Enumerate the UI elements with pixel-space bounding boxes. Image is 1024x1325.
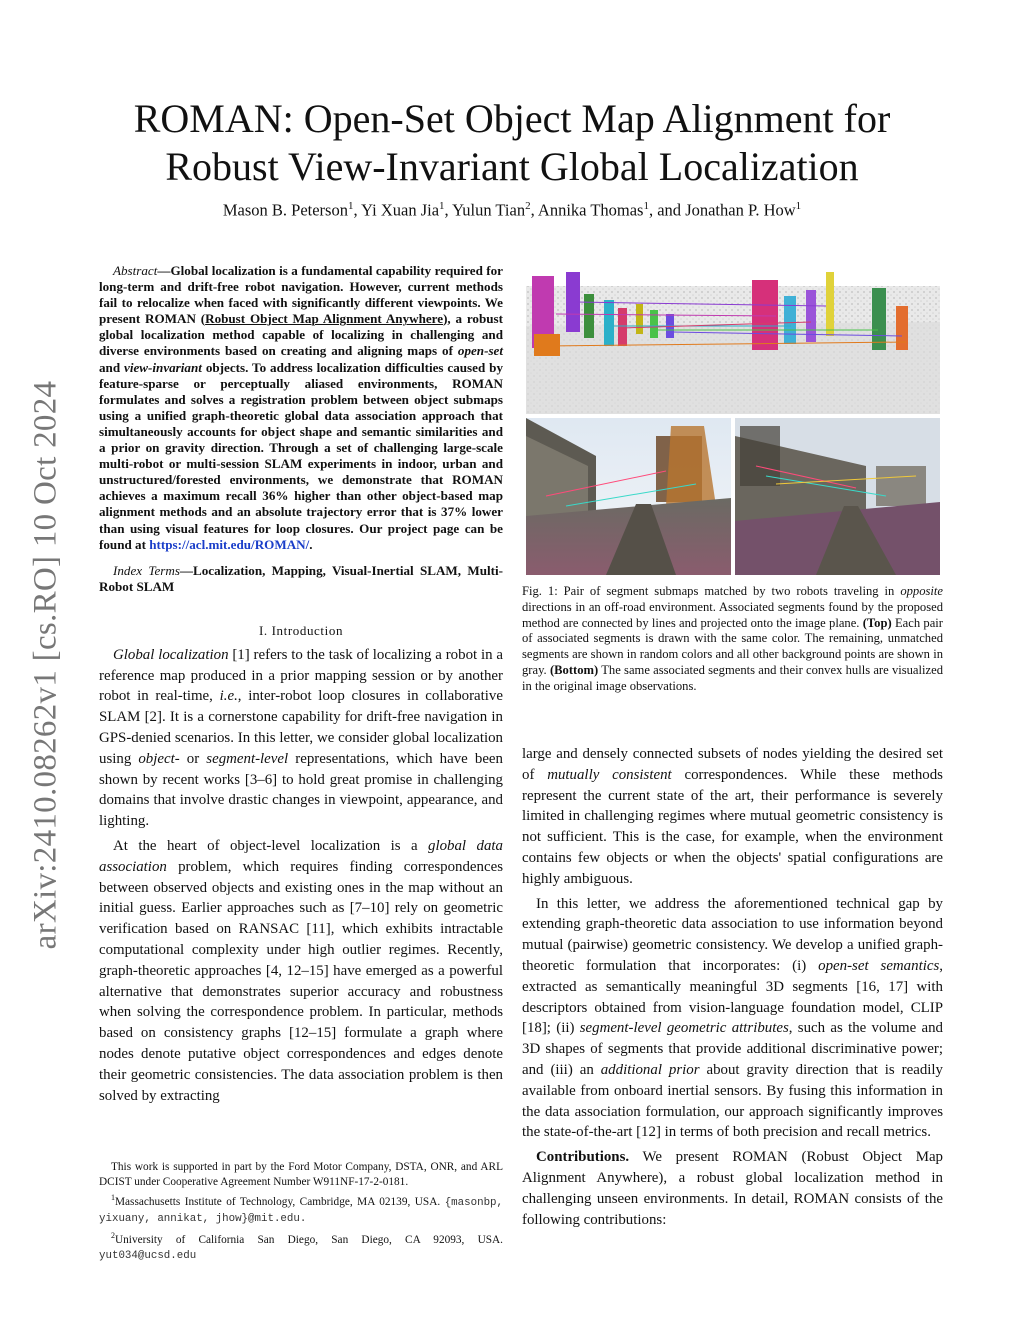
body-em: mutually consistent [547, 766, 672, 783]
segment [650, 310, 658, 338]
contributions-paragraph [522, 1147, 943, 1230]
footnote-email: yut034@ucsd.edu [99, 1249, 197, 1262]
figure-1-graphic [526, 266, 940, 575]
author-list: Mason B. Peterson$^1$, Yi Xuan Jia$^1$, Yulun Tian$^2$, Annika Thomas$^1$, and Jonathan P. How$^1$ [222, 200, 802, 220]
body-text: , such as the volume and 3D shapes of segments that provide additional discriminative power; and (iii) an [522, 1020, 943, 1078]
body-text: correspondences. While these methods represent the current state of the art, their performance is severely limited in challenging regimes where mutual geometric consistency is not sufficient. This is the case, for example, when the environment contains few objects or when the objects' spatial configurations are highly ambiguous. [522, 766, 943, 887]
body-em: Global localization [113, 646, 229, 663]
abstract-text: . [309, 536, 313, 552]
body-em: i.e. [219, 688, 238, 705]
footnotes [99, 1160, 503, 1264]
caption-text: directions in an off-road environment. Associated segments found by the proposed method are connected by lines and projected onto the image plane. [522, 599, 943, 630]
body-text: In this letter, we address the aforementioned technical gap by extending graph-theoretic data association to use information beyond mutual (pairwise) geometric consistency. We develop a unified graph-theoretic formulation that incorporates: (i) [522, 895, 943, 974]
left-column [99, 263, 503, 1106]
body-text: about gravity direction that is readily available from onboard inertial sensors. By fusing this information in the data association formulation, our approach significantly improves the state-of-the-art [12] in terms of both precision and recall metrics. [522, 1061, 944, 1141]
abstract [99, 263, 503, 553]
body-em: segment-level [206, 750, 289, 767]
author-name: Yi Xuan Jia [361, 200, 440, 220]
body-text: , extracted as semantically meaningful 3D segments [16, 17] with descriptors obtained from vision-language foundation model, CLIP [18]; (ii) [522, 957, 943, 1037]
footnote-email: {masonbp, yixuany, annikat, jhow}@mit.edu. [99, 1197, 504, 1226]
right-column [522, 744, 943, 1230]
caption-text: Pair of segment submaps matched by two robots traveling in [563, 584, 901, 598]
project-link[interactable]: https://acl.mit.edu/ROMAN/ [149, 536, 310, 552]
section-heading: I. Introduction [258, 622, 344, 638]
body-text: large and densely connected subsets of nodes yielding the desired set of [522, 746, 943, 783]
author-name: Annika Thomas [537, 200, 644, 220]
author-name: Jonathan P. How [685, 200, 796, 220]
title-line-2: Robust View-Invariant Global Localization [165, 144, 859, 189]
segment [784, 296, 796, 344]
body-acronym: Robust Object Map Alignment Anywhere [522, 1149, 943, 1186]
image-observation-right [735, 418, 940, 575]
footnote-text: Massachusetts Institute of Technology, Cambridge, MA 02139, USA. [115, 1196, 441, 1209]
body-em: open-set semantics [818, 957, 940, 974]
arxiv-watermark [16, 355, 76, 975]
segment [636, 304, 643, 334]
body-text: At the heart of object-level localization is a [113, 838, 429, 855]
author-affiliation: 1 [643, 200, 649, 212]
segment-submap-panel [526, 266, 940, 414]
segment [604, 300, 614, 346]
abstract-label: Abstract [113, 263, 158, 278]
caption-text: The same associated segments and their convex hulls are visualized in the original image observations. [522, 662, 944, 693]
footnote-affiliation-2: $^2$University of California San Diego, San Diego, CA 92093, USA. yut034@ucsd.edu [99, 1230, 503, 1262]
abstract-em: open-set [457, 343, 503, 359]
body-text: [1] refers to the task of localizing a robot in a reference map produced in a prior mapping session or by another robot in real-time, [99, 646, 504, 705]
paper-title [80, 95, 944, 191]
body-text: representations, which have been shown by recent works [3–6] to hold great promise in challenging domains that involve drastic changes in viewpoint, appearance, and lighting. [99, 750, 503, 830]
arxiv-id: arXiv:2410.08262v1 [cs.RO] 10 Oct 2024 [27, 380, 64, 950]
segment [896, 306, 908, 350]
segment [584, 294, 594, 338]
body-text: ), a robust global localization method in challenging unseen environments. In detail, ROMAN consists of the following contributions: [522, 1169, 943, 1228]
abstract-text: and [99, 359, 125, 375]
intro-paragraph-1 [99, 645, 503, 832]
abstract-text: objects. To address localization difficulties caused by feature-sparse or perceptually aliased environments, ROMAN formulates and solves a registration problem between object submaps using a unified graph-theoretic global data association approach that simultaneously accounts for object shape and semantic similarities and a prior on gravity direction. Through a set of challenging large-scale multi-robot or multi-session SLAM experiments in indoor, urban and unstructured/forested environments, we demonstrate that ROMAN achieves a maximum recall 36% higher than other object-based map alignment methods and an absolute trajectory error that is 37% lower than using visual features for loop closures. Our project page can be found at [99, 359, 503, 552]
author-name: Mason B. Peterson [222, 200, 348, 220]
body-text: or [179, 750, 207, 767]
index-terms-text: —Localization, Mapping, Visual-Inertial SLAM, Multi-Robot SLAM [99, 562, 503, 594]
caption-em: opposite [900, 584, 943, 598]
figure-caption [522, 584, 943, 695]
caption-bold: (Top) [862, 615, 892, 630]
body-em: additional prior [600, 1061, 700, 1078]
footnote-text: University of California San Diego, San Diego, CA 92093, USA. [115, 1233, 503, 1246]
body-text: problem, which requires finding correspondences between observed objects and existing ones in the map without an initial guess. Earlier approaches such as [7–10] rely on geometric verification based on RANSAC [11], which exhibits intractable computational complexity under high outlier regimes. Recently, graph-theoretic approaches [4, 12–15] have emerged as a powerful alternative that demonstrates superior accuracy and robustness when solving the correspondence problem. In particular, methods based on consistency graphs [12–15] formulate a graph where nodes denote putative object correspondences and edges denote their geometric consistencies. The data association problem is then solved by extracting [99, 858, 503, 1104]
segment [752, 280, 778, 350]
abstract-text: —Global localization is a fundamental capability required for long-term and drift-free robot navigation. However, current methods fail to relocalize when faced with significantly different viewpoints. We present ROMAN ( [99, 263, 503, 327]
caption-text: Each pair of associated segments is drawn with the same color. The remaining, unmatched segments are shown in random colors and all other background points are shown in gray. [522, 615, 943, 677]
intro-paragraph-2 [99, 836, 503, 1106]
figure-1 [526, 266, 940, 575]
segment [872, 288, 886, 350]
abstract-text: ), a robust global localization method capable of localizing in challenging and diverse environments based on creating and aligning maps of [99, 311, 503, 359]
footnote-affiliation-1: $^1$Massachusetts Institute of Technology, Cambridge, MA 02139, USA. {masonbp, yixuany, annikat, jhow}@mit.edu. [99, 1193, 504, 1226]
segment [618, 308, 627, 346]
body-em: segment-level geometric attributes [579, 1020, 789, 1037]
author-affiliation: 1 [439, 200, 445, 212]
author-affiliation: 1 [795, 200, 802, 212]
body-em: global data association [99, 838, 503, 875]
author-name: Yulun Tian [452, 200, 526, 220]
segment [534, 334, 560, 356]
image-observation-left [526, 418, 731, 575]
abstract-em: view-invariant [124, 359, 202, 375]
title-line-1: ROMAN: Open-Set Object Map Alignment for [133, 96, 891, 141]
caption-bold: (Bottom) [549, 662, 599, 677]
segment [826, 272, 834, 336]
footnote-support: This work is supported in part by the Ford Motor Company, DSTA, ONR, and ARL DCIST under Cooperative Agreement Number W911NF-17-2-0181. [99, 1161, 503, 1189]
index-terms [99, 563, 503, 595]
right-paragraph-2 [522, 894, 943, 1144]
contributions-label: Contributions. [536, 1149, 630, 1166]
author-affiliation: 1 [347, 200, 354, 212]
right-paragraph-1 [522, 744, 943, 890]
body-em: object- [138, 750, 180, 767]
abstract-acronym: Robust Object Map Alignment Anywhere [205, 311, 444, 327]
body-text: , inter-robot loop closures in collaborative SLAM [2]. It is a cornerstone capability for drift-free navigation in GPS-denied scenarios. In this letter, we consider global localization using [99, 688, 503, 767]
body-text: We present ROMAN ( [629, 1149, 807, 1166]
index-terms-label: Index Terms [113, 562, 180, 578]
caption-label: Fig. 1: [522, 584, 564, 598]
author-affiliation: 2 [525, 200, 531, 212]
